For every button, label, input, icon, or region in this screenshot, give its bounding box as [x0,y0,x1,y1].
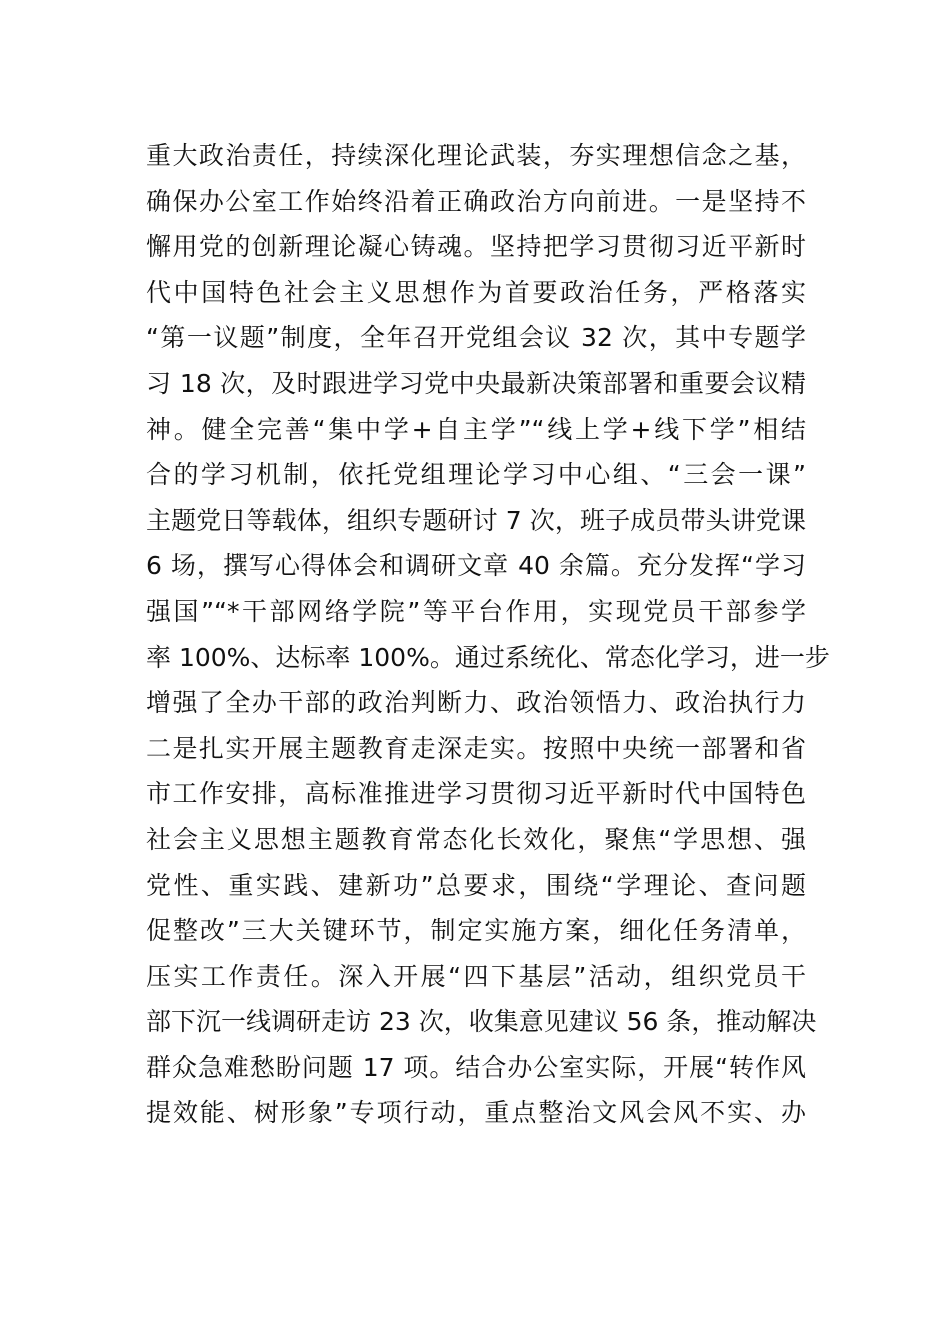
text-line: 率 100%、达标率 100%。通过系统化、常态化学习，进一步 [146,642,830,672]
text-line: 代中国特色社会主义思想作为首要政治任务，严格落实 [146,277,806,307]
body-paragraph [146,133,830,1136]
text-line: 市工作安排，高标准推进学习贯彻习近平新时代中国特色 [146,779,806,809]
text-line: 增强了全办干部的政治判断力、政治领悟力、政治执行力 [146,688,806,718]
text-line: 强国”“*干部网络学院”等平台作用，实现党员干部参学 [146,596,806,626]
text-line: 促整改”三大关键环节，制定实施方案，细化任务清单， [146,916,806,946]
text-line: 合的学习机制，依托党组理论学习中心组、“三会一课” [146,460,806,490]
text-line: 确保办公室工作始终沿着正确政治方向前进。一是坚持不 [146,186,806,216]
text-line: 部下沉一线调研走访 23 次，收集意见建议 56 条，推动解决 [146,1007,817,1037]
text-line: 懈用党的创新理论凝心铸魂。坚持把学习贯彻习近平新时 [146,232,806,262]
text-line: 党性、重实践、建新功”总要求，围绕“学理论、查问题 [146,870,806,900]
text-line: 6 场，撰写心得体会和调研文章 40 余篇。充分发挥“学习 [146,551,806,581]
text-line: 主题党日等载体，组织专题研讨 7 次，班子成员带头讲党课 [146,505,806,535]
text-line: 群众急难愁盼问题 17 项。结合办公室实际，开展“转作风 [146,1052,806,1082]
text-line: 社会主义思想主题教育常态化长效化，聚焦“学思想、强 [146,824,806,854]
text-line: 重大政治责任，持续深化理论武装，夯实理想信念之基， [146,141,806,170]
text-line: 提效能、树形象”专项行动，重点整治文风会风不实、办 [146,1098,806,1128]
text-line: “第一议题”制度，全年召开党组会议 32 次，其中专题学 [146,323,806,353]
text-line: 习 18 次，及时跟进学习党中央最新决策部署和重要会议精 [146,368,806,398]
text-line: 二是扎实开展主题教育走深走实。按照中央统一部署和省 [146,733,806,763]
text-line: 压实工作责任。深入开展“四下基层”活动，组织党员干 [146,961,806,991]
text-line: 神。健全完善“集中学+自主学”“线上学+线下学”相结 [146,414,806,444]
